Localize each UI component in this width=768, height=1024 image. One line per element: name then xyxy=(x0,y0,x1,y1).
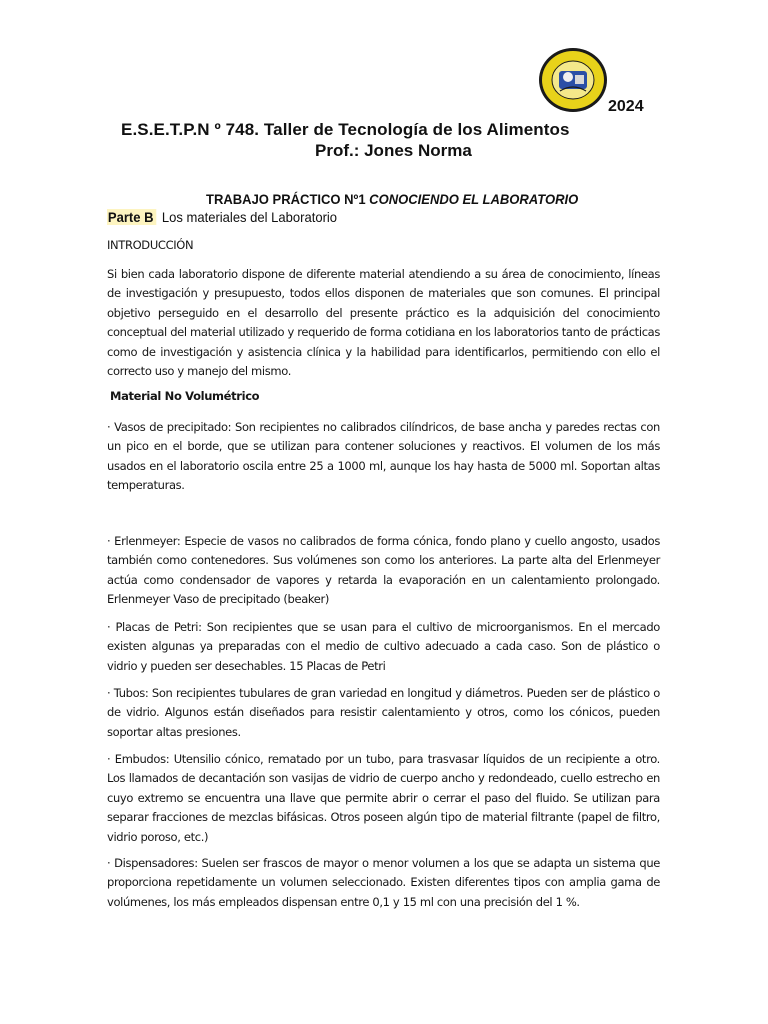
practical-title xyxy=(206,191,578,207)
material-heading: Material No Volumétrico xyxy=(110,389,260,403)
school-logo xyxy=(538,47,608,113)
paragraph-petri: · Placas de Petri: Son recipientes que se usan para el cultivo de microorganismos. En el mercado existen algunas ya preparadas con el medio de cultivo adecuado a cada caso. Son de plástico o vidrio y pueden ser desechables. 15 Placas de Petri xyxy=(107,620,660,673)
part-subtitle: Los materiales del Laboratorio xyxy=(161,209,338,225)
part-heading xyxy=(107,209,337,225)
paragraph-erlenmeyer: · Erlenmeyer: Especie de vasos no calibrados de forma cónica, fondo plano y cuello angosto, usados también como contenedores. Sus volúmenes son como los anteriores. La parte alta del Erlenmeyer actúa como condensador de vapores y retarda la evaporación en un calentamiento prolongado. Erlenmeyer Vaso de precipitado (beaker) xyxy=(107,534,660,607)
intro-heading: INTRODUCCIÓN xyxy=(107,238,194,252)
practical-title-prefix: TRABAJO PRÁCTICO Nº1 xyxy=(206,191,370,207)
paragraph-vasos: · Vasos de precipitado: Son recipientes no calibrados cilíndricos, de base ancha y paredes rectas con un pico en el borde, que se utilizan para contener soluciones y reactivos. El volumen de los más usados en el laboratorio oscila entre 25 a 1000 ml, aunque los hay hasta de 5000 ml. Soportan altas temperaturas. xyxy=(107,420,660,493)
intro-paragraph: Si bien cada laboratorio dispone de diferente material atendiendo a su área de conocimiento, líneas de investigación y presupuesto, todos ellos disponen de materiales que son comunes. El principal objetivo perseguido en el desarrollo del presente práctico es la adquisición del conocimiento conceptual del material utilizado y requerido de forma cotidiana en los laboratorios tanto de prácticas como de investigación y asistencia clínica y la habilidad para identificarlos, permitiendo con ello el correcto uso y manejo del mismo. xyxy=(107,267,661,379)
paragraph-dispensadores: · Dispensadores: Suelen ser frascos de mayor o menor volumen a los que se adapta un sistema que proporciona repetidamente un volumen seleccionado. Existen diferentes tipos con amplia gama de volúmenes, los más empleados dispensan entre 0,1 y 15 ml con una precisión del 1 %. xyxy=(107,856,660,909)
paragraph-tubos: · Tubos: Son recipientes tubulares de gran variedad en longitud y diámetros. Pueden ser de plástico o de vidrio. Algunos están diseñados para resistir calentamiento y otros, como los cónicos, pueden soportar altas presiones. xyxy=(107,686,660,739)
part-label: Parte B xyxy=(107,209,156,225)
professor-name: Prof.: Jones Norma xyxy=(315,141,472,160)
year-label: 2024 xyxy=(608,98,644,115)
practical-title-italic: CONOCIENDO EL LABORATORIO xyxy=(369,191,579,207)
school-title: E.S.E.T.P.N º 748. Taller de Tecnología de los Alimentos xyxy=(121,120,570,139)
paragraph-embudos: · Embudos: Utensilio cónico, rematado por un tubo, para trasvasar líquidos de un recipiente a otro. Los llamados de decantación son vasijas de vidrio de cuerpo ancho y redondeado, cuello estrecho en cuyo extremo se encuentra una llave que permite abrir o cerrar el paso del fluido. Se utilizan para separar fracciones de mezclas bifásicas. Otros poseen algún tipo de material filtrante (papel de filtro, vidrio poroso, etc.) xyxy=(107,752,660,844)
